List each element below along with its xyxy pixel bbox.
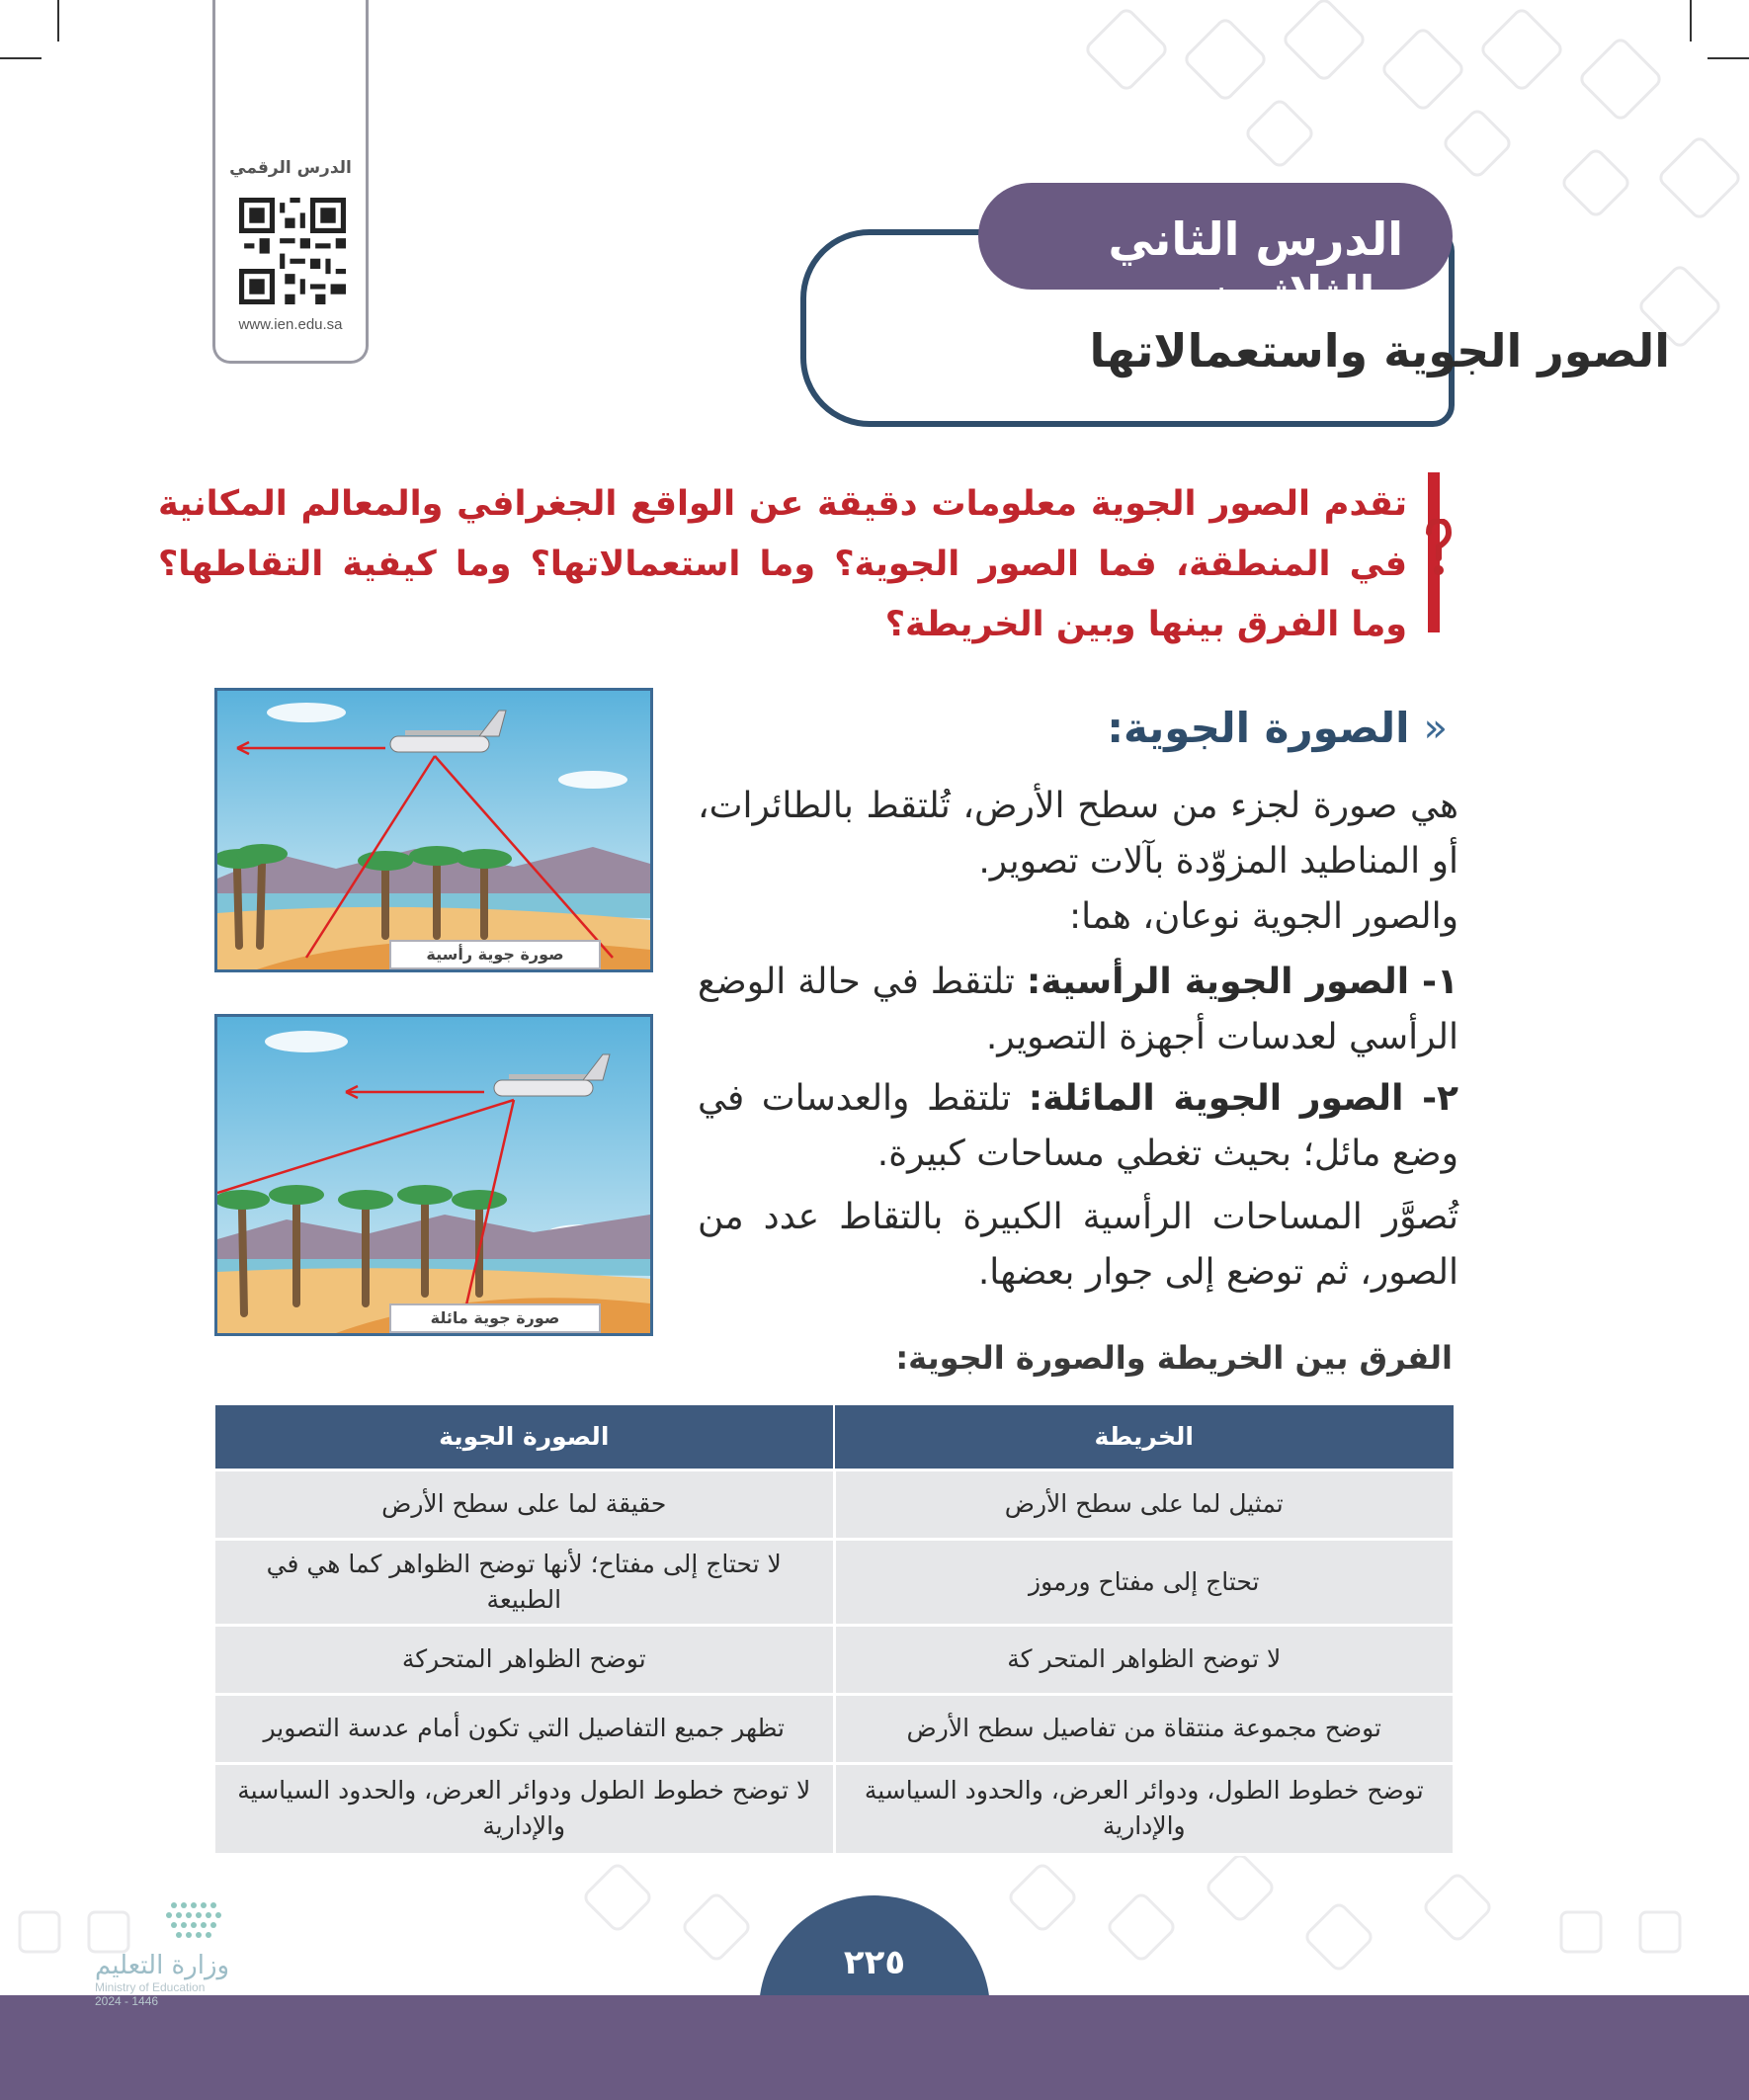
- table-cell: تظهر جميع التفاصيل التي تكون أمام عدسة التصوير: [214, 1694, 835, 1763]
- table-cell: توضح خطوط الطول، ودوائر العرض، والحدود السياسية والإدارية: [834, 1763, 1455, 1854]
- double-chevron-icon: «: [1423, 705, 1448, 751]
- ministry-logo: [95, 1897, 263, 2008]
- type2-text: تلتقط والعدسات في وضع مائل؛ بحيث تغطي مساحات كبيرة.: [698, 1078, 1458, 1174]
- oblique-photo-caption: صورة جوية مائلة: [389, 1303, 601, 1333]
- digital-lesson-label: الدرس الرقمي: [229, 158, 352, 178]
- table-cell: توضح مجموعة منتقاة من تفاصيل سطح الأرض: [834, 1694, 1455, 1763]
- table-cell: حقيقة لما على سطح الأرض: [214, 1470, 835, 1539]
- table-row: [214, 1694, 1455, 1763]
- ministry-name-ar: وزارة التعليم: [95, 1951, 230, 1980]
- type2-label: ٢- الصور الجوية المائلة:: [1028, 1078, 1458, 1119]
- crop-mark: [1707, 57, 1749, 59]
- digital-lesson-url[interactable]: www.ien.edu.sa: [238, 316, 343, 333]
- table-cell: لا توضح خطوط الطول ودوائر العرض، والحدود السياسية والإدارية: [214, 1763, 835, 1854]
- type2-paragraph: [698, 1071, 1458, 1182]
- vertical-photo-caption: صورة جوية رأسية: [389, 940, 601, 969]
- lesson-number-pill: [978, 183, 1453, 319]
- vertical-aerial-photo: [214, 688, 653, 972]
- section-heading-text: الصورة الجوية:: [1107, 704, 1410, 752]
- table-row: [214, 1763, 1455, 1854]
- table-cell: تحتاج إلى مفتاح ورموز: [834, 1539, 1455, 1625]
- definition-text: هي صورة لجزء من سطح الأرض، تُلتقط بالطائرات، أو المناطيد المزوّدة بآلات تصوير.: [698, 786, 1458, 882]
- edition-year: 2024 - 1446: [95, 1994, 159, 2008]
- column-header-aerial-photo: الصورة الجوية: [214, 1404, 835, 1470]
- lesson-title: الصور الجوية واستعمالاتها: [1089, 324, 1670, 378]
- table-row: [214, 1539, 1455, 1625]
- table-header-row: [214, 1404, 1455, 1470]
- table-cell: لا تحتاج إلى مفتاح؛ لأنها توضح الظواهر كما هي في الطبيعة: [214, 1539, 835, 1625]
- crop-mark: [1690, 0, 1692, 42]
- page-number: ٢٢٥: [843, 1943, 906, 1982]
- qr-code-icon[interactable]: [239, 198, 346, 304]
- question-mark-icon: [1423, 519, 1453, 578]
- table-cell: تمثيل لما على سطح الأرض: [834, 1470, 1455, 1539]
- digital-lesson-tab[interactable]: [212, 0, 369, 364]
- footer-band: [0, 1995, 1749, 2100]
- types-intro-text: والصور الجوية نوعان، هما:: [1068, 896, 1458, 937]
- intro-question: تقدم الصور الجوية معلومات دقيقة عن الواقع الجغرافي والمعالم المكانية في المنطقة، فما الصور الجوية؟ وما استعمالاتها؟ وما كيفية التقاطها؟ وما الفرق بينها وبين الخريطة؟: [158, 484, 1407, 644]
- type1-label: ١- الصور الجوية الرأسية:: [1026, 962, 1458, 1002]
- type1-paragraph: [698, 955, 1458, 1065]
- ministry-name-en: Ministry of Education: [95, 1980, 206, 1994]
- mosaic-text: تُصوَّر المساحات الرأسية الكبيرة بالتقاط عدد من الصور، ثم توضع إلى جوار بعضها.: [698, 1197, 1458, 1293]
- ministry-dots-icon: [95, 1897, 263, 1947]
- table-cell: توضح الظواهر المتحركة: [214, 1625, 835, 1694]
- table-row: [214, 1470, 1455, 1539]
- crop-mark: [57, 0, 59, 42]
- table-row: [214, 1625, 1455, 1694]
- crop-mark: [0, 57, 42, 59]
- oblique-aerial-photo: [214, 1014, 653, 1336]
- comparison-heading: الفرق بين الخريطة والصورة الجوية:: [895, 1339, 1453, 1377]
- column-header-map: الخريطة: [834, 1404, 1455, 1470]
- section-heading: [1107, 704, 1448, 752]
- lesson-number: الدرس الثاني والثلاثون: [1108, 212, 1403, 319]
- table-cell: لا توضح الظواهر المتحر كة: [834, 1625, 1455, 1694]
- type1-text: تلتقط في حالة الوضع الرأسي لعدسات أجهزة التصوير.: [698, 962, 1458, 1057]
- comparison-table: [212, 1403, 1456, 1856]
